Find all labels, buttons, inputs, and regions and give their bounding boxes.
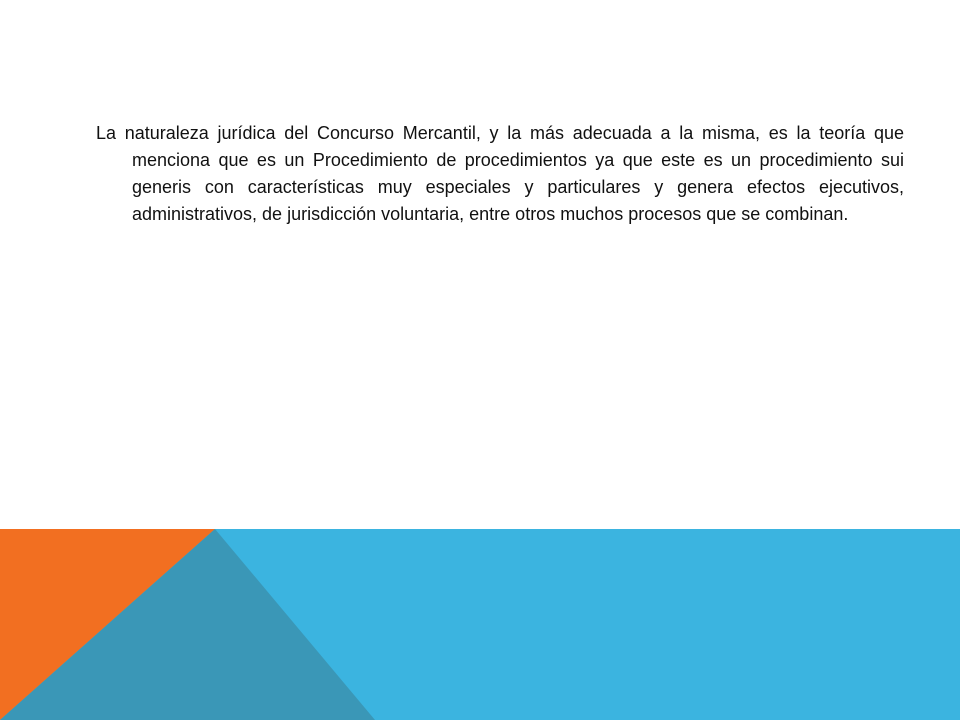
decorative-footer-shapes <box>0 529 960 720</box>
body-paragraph: La naturaleza jurídica del Concurso Mercantil, y la más adecuada a la misma, es la teoría que menciona que es un Procedimiento de procedimientos ya que este es un procedimiento sui generis con características muy especiales y particulares y genera efectos ejecutivos, administrativos, de jurisdicción voluntaria, entre otros muchos procesos que se combinan. <box>96 123 904 224</box>
